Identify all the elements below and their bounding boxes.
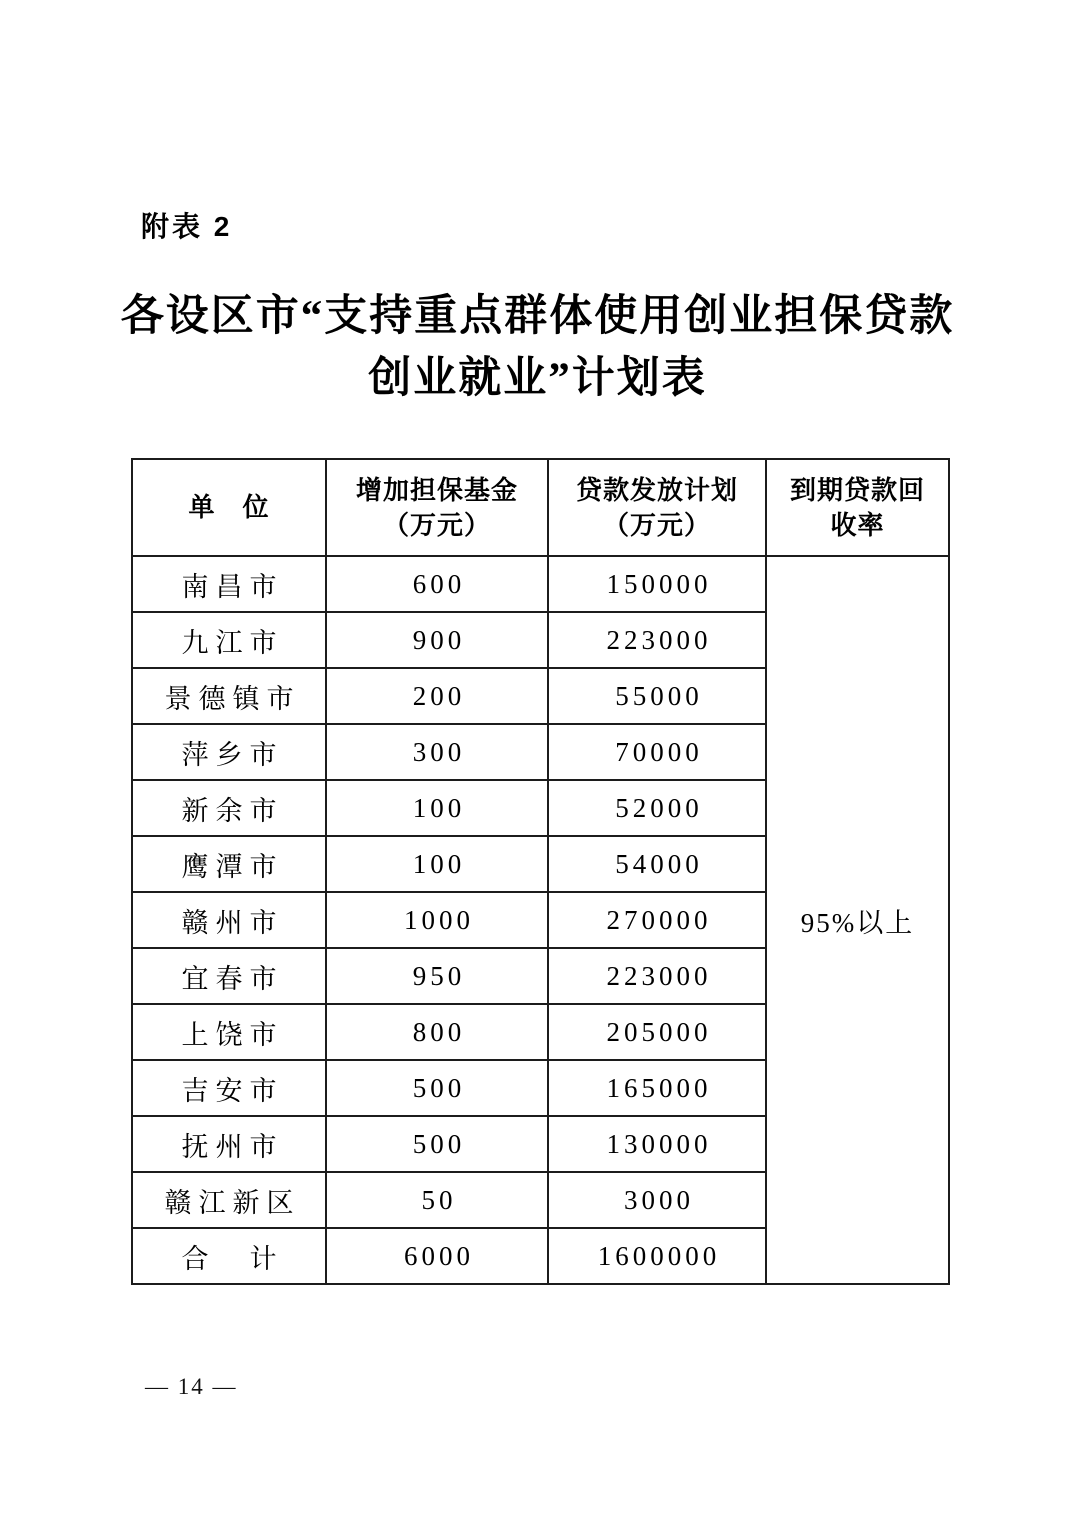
col-header-unit [132, 459, 326, 556]
plan-table [131, 458, 950, 1285]
unit-cell: 南昌市 [132, 556, 326, 612]
loan-cell: 223000 [548, 948, 766, 1004]
unit-cell: 抚州市 [132, 1116, 326, 1172]
unit-cell: 赣江新区 [132, 1172, 326, 1228]
document-title-line-2: 创业就业”计划表 [368, 355, 707, 402]
fund-cell: 800 [326, 1004, 548, 1060]
header-line: 收率 [830, 509, 885, 540]
fund-cell: 1000 [326, 892, 548, 948]
col-header-guarantee-fund [326, 459, 548, 556]
unit-cell: 宜春市 [132, 948, 326, 1004]
fund-cell: 50 [326, 1172, 548, 1228]
col-header-loan-plan [548, 459, 766, 556]
unit-cell: 吉安市 [132, 1060, 326, 1116]
fund-cell: 950 [326, 948, 548, 1004]
loan-cell: 270000 [548, 892, 766, 948]
loan-cell: 1600000 [548, 1228, 766, 1284]
header-line: 到期贷款回 [789, 474, 925, 505]
loan-cell: 70000 [548, 724, 766, 780]
unit-cell: 赣州市 [132, 892, 326, 948]
loan-cell: 52000 [548, 780, 766, 836]
fund-cell: 6000 [326, 1228, 548, 1284]
fund-cell: 100 [326, 836, 548, 892]
unit-cell: 上饶市 [132, 1004, 326, 1060]
loan-cell: 54000 [548, 836, 766, 892]
table-row [132, 556, 949, 612]
loan-cell: 150000 [548, 556, 766, 612]
unit-cell: 萍乡市 [132, 724, 326, 780]
fund-cell: 300 [326, 724, 548, 780]
document-title [0, 286, 1075, 410]
header-line: （万元） [382, 509, 491, 540]
header-row [132, 459, 949, 556]
col-header-recovery-rate [766, 459, 949, 556]
unit-cell: 合 计 [132, 1228, 326, 1284]
fund-cell: 600 [326, 556, 548, 612]
header-line: 贷款发放计划 [575, 474, 738, 505]
unit-cell: 鹰潭市 [132, 836, 326, 892]
page-number: — 14 — [145, 1374, 238, 1399]
loan-cell: 205000 [548, 1004, 766, 1060]
recovery-rate-cell: 95%以上 [766, 556, 949, 1284]
unit-cell: 新余市 [132, 780, 326, 836]
appendix-label: 附表 2 [141, 211, 233, 242]
fund-cell: 900 [326, 612, 548, 668]
fund-cell: 200 [326, 668, 548, 724]
loan-cell: 3000 [548, 1172, 766, 1228]
header-line: （万元） [602, 509, 711, 540]
loan-cell: 223000 [548, 612, 766, 668]
fund-cell: 500 [326, 1060, 548, 1116]
header-line: 增加担保基金 [355, 474, 518, 505]
fund-cell: 500 [326, 1116, 548, 1172]
loan-cell: 165000 [548, 1060, 766, 1116]
header-line: 单 位 [188, 492, 270, 522]
fund-cell: 100 [326, 780, 548, 836]
unit-cell: 九江市 [132, 612, 326, 668]
document-title-line-1: 各设区市“支持重点群体使用创业担保贷款 [120, 293, 955, 340]
loan-cell: 130000 [548, 1116, 766, 1172]
loan-cell: 55000 [548, 668, 766, 724]
unit-cell: 景德镇市 [132, 668, 326, 724]
